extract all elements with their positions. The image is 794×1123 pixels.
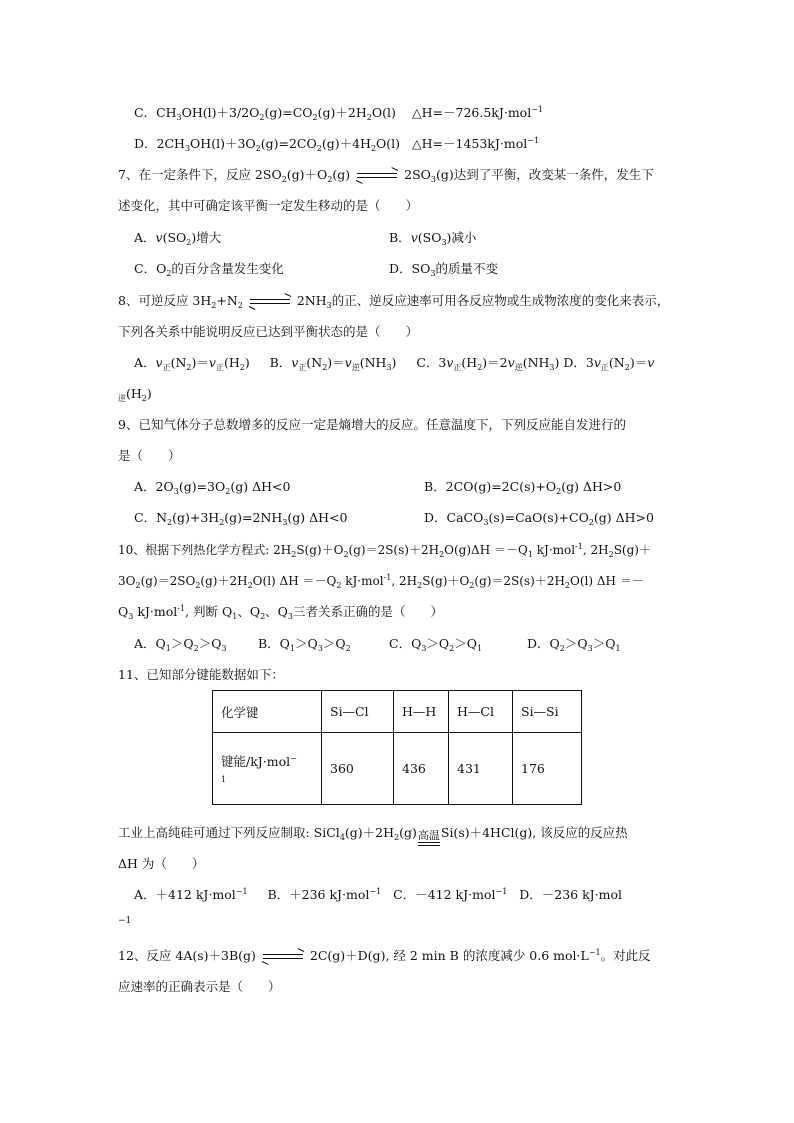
q7-stem-line1: 7、在一定条件下，反应 $2SO_2(g)+O_2(g)$ $2SO_3(g)$达到了平衡，改变某一条件，发生下 (118, 167, 654, 184)
q9-stem-line2: 是（ ） (118, 448, 181, 463)
q9-option-a: A．$2O_3(g)=3O_2(g)$ ΔH<0 (134, 479, 291, 496)
q9-option-c: C．$N_2(g)+3H_2(g)=2NH_3(g)$ ΔH<0 (134, 510, 348, 527)
q7-option-c: C．$O_2$的百分含量发生变化 (134, 261, 284, 278)
q10-option-c: C．$Q_3>Q_2>Q_1$ (389, 636, 483, 653)
q10-stem-line2: $3O_2(g)=2SO_2(g)+2H_2O(l)$ $\Delta H =-Q_2$ kJ·mol$^{-1}$, $2H_2S(g)+O_2(g)=2S(s)+2H_2O(l) \Delta H$ ＝－ (118, 573, 644, 590)
q7-option-a: A．$v(SO_2)$增大 (134, 230, 222, 247)
q6-option-d: D．$2CH_3OH(l)+3O_2(g)=2CO_2(g)+4H_2O(l)$ (134, 136, 401, 153)
table-cell: 431 (449, 733, 513, 805)
reversible-arrow-icon (250, 297, 290, 307)
q6-option-c-enthalpy: △H=－726.5kJ·mol$^{-1}$ (412, 105, 544, 120)
reaction-condition: 高温 (418, 830, 440, 846)
bond-energy-table (212, 690, 582, 805)
table-header-row (213, 691, 582, 733)
table-row (213, 733, 582, 805)
q11-stem-line3: ΔH 为（ ） (118, 856, 205, 871)
q9-stem-line1: 9、已知气体分子总数增多的反应一定是熵增大的反应。任意温度下，下列反应能自发进行的 (118, 417, 626, 432)
q7-stem-line2: 述变化，其中可确定该平衡一定发生移动的是（ ） (118, 198, 419, 213)
q7-option-b: B．$v(SO_3)$减小 (389, 230, 477, 247)
table-header-cell: H—H (394, 691, 449, 733)
q12-stem-line2: 应速率的正确表示是（ ） (118, 979, 281, 994)
q10-option-b: B．$Q_1>Q_3>Q_2$ (258, 636, 351, 653)
q11-stem-line2: 工业上高纯硅可通过下列反应制取: $SiCl_4(g)+2H_2(g)$ 高温 Si(s)＋4HCl(g), 该反应的反应热 (118, 820, 628, 846)
table-cell: 176 (513, 733, 582, 805)
q11-stem: 11、已知部分键能数据如下： (118, 667, 284, 682)
table-header-cell: Si—Cl (322, 691, 394, 733)
q8-options-wrap: $_逆(H_2)$ (118, 386, 152, 403)
table-cell: 436 (394, 733, 449, 805)
q10-stem-line3: $Q_3$ kJ·mol$^{-1}$, 判断 $Q_1$、$Q_2$、$Q_3$三者关系正确的是（ ） (118, 604, 444, 621)
q6-option-c: C．$CH_3OH(l)+3/2O_2(g)=CO_2(g)+2H_2O(l)$ (134, 105, 396, 122)
q8-options: A．$v_正(N_2)=v_正(H_2)$ B．$v_正(N_2)=v_逆(NH_3)$ C．$3v_正(H_2)=2v_逆(NH_3)$ D．$3v_正(N_2)=v$ (134, 355, 655, 372)
q6-option-d-enthalpy: △H=－1453kJ·mol$^{-1}$ (412, 136, 540, 151)
q8-stem-line1: 8、可逆反应 $3H_2+N_2$ $2NH_3$的正、逆反应速率可用各反应物或生成物浓度的变化来表示， (118, 293, 670, 310)
table-header-cell: H—Cl (449, 691, 513, 733)
q8-stem-line2: 下列各关系中能说明反应已达到平衡状态的是（ ） (118, 324, 419, 339)
q9-option-d: D．$CaCO_3(s)=CaO(s)+CO_2(g)$ ΔH>0 (424, 510, 655, 527)
q11-options-wrap: −1 (118, 916, 132, 926)
table-cell: 360 (322, 733, 394, 805)
q7-option-d: D．$SO_3$的质量不变 (389, 261, 498, 278)
q11-options: A．＋412 kJ·mol$^{-1}$ B．＋236 kJ·mol$^{-1}$ C．－412 kJ·mol$^{-1}$ D．－236 kJ·mol (134, 887, 623, 902)
q10-option-d: D．$Q_2>Q_3>Q_1$ (527, 636, 621, 653)
q12-stem-line1: 12、反应 4A(s)＋3B(g) 2C(g)＋D(g), 经 2 min B 的浓度减少 0.6 $mol\cdot L^{-1}$。对此反 (118, 948, 651, 963)
table-row-label: 键能/kJ·mol− 1 (213, 733, 322, 805)
table-header-cell: Si—Si (513, 691, 582, 733)
table-header-cell: 化学键 (213, 691, 322, 733)
q10-option-a: A．$Q_1>Q_2>Q_3$ (134, 636, 227, 653)
q10-stem-line1: 10、根据下列热化学方程式: $2H_2S(g)+O_2(g)=2S(s)+2H_2O(g)\Delta H =-Q_1$ kJ·mol$^{-1}$, $2H_2S(g)+$ (118, 542, 651, 559)
reversible-arrow-icon (357, 171, 397, 181)
reversible-arrow-icon (263, 952, 303, 962)
q9-option-b: B．$2CO(g)=2C(s)+O_2(g)$ ΔH>0 (424, 479, 622, 496)
